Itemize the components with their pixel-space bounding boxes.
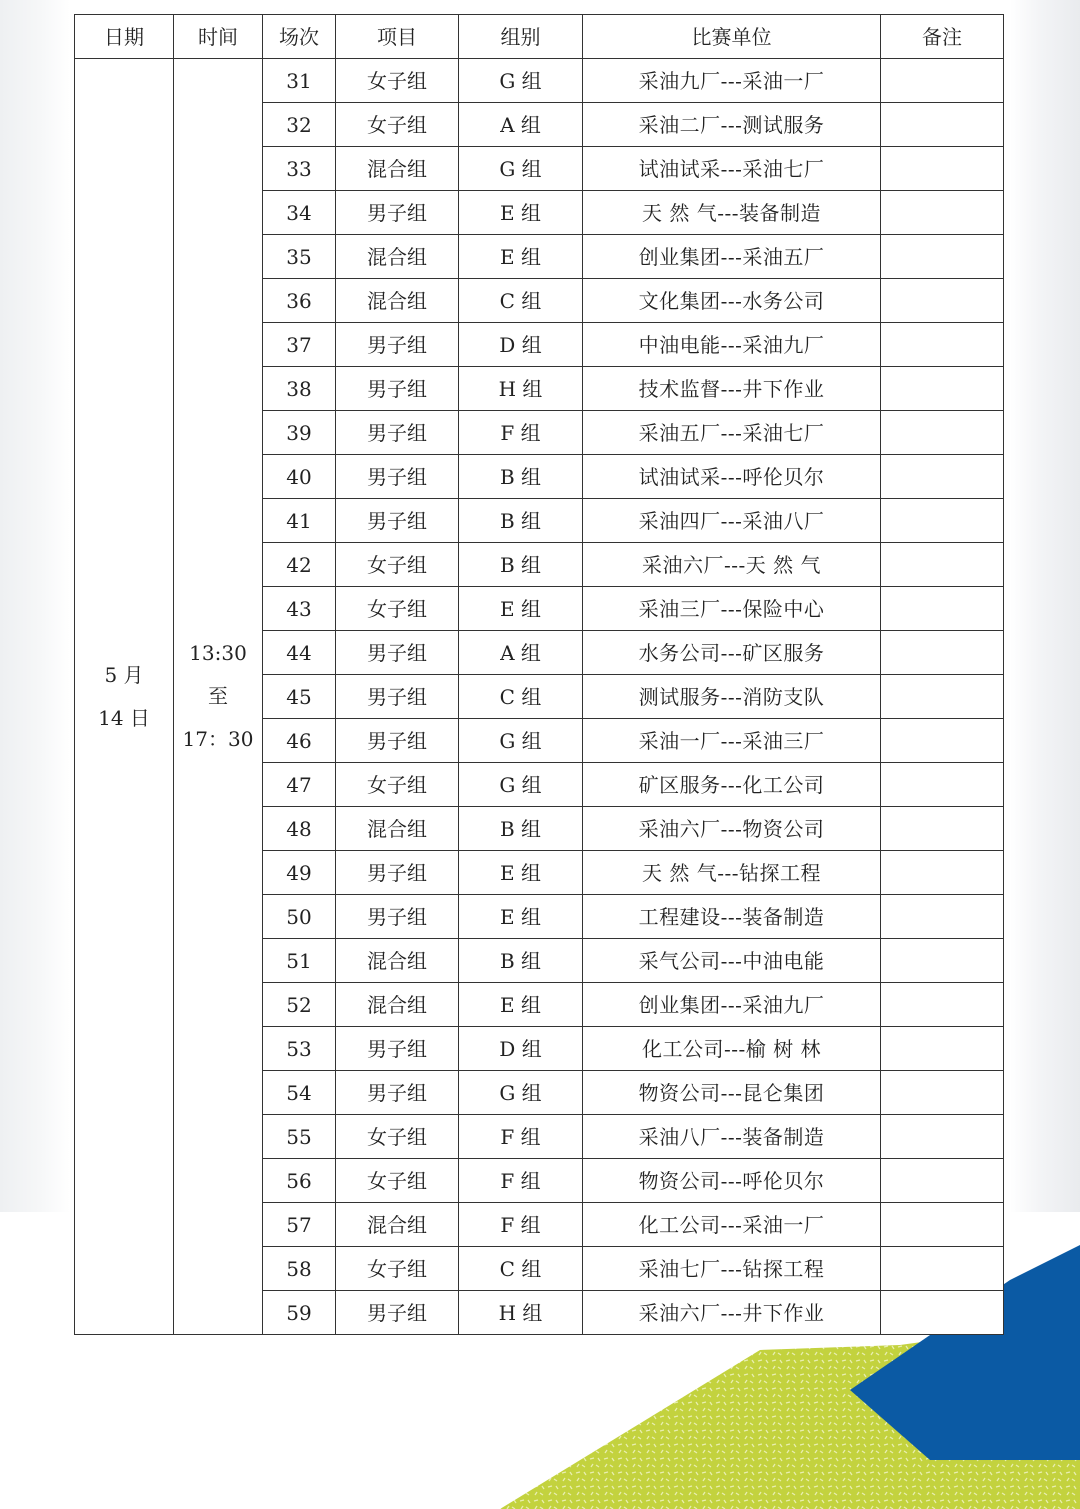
group-cell: B 组 [459, 455, 583, 499]
teams-cell: 试油试采---呼伦贝尔 [583, 455, 881, 499]
teams-cell: 采油三厂---保险中心 [583, 587, 881, 631]
match-number-cell: 33 [263, 147, 336, 191]
category-cell: 女子组 [336, 59, 459, 103]
category-cell: 男子组 [336, 411, 459, 455]
teams-cell: 化工公司---采油一厂 [583, 1203, 881, 1247]
note-cell [881, 939, 1004, 983]
header-date: 日期 [75, 15, 174, 59]
teams-cell: 采油九厂---采油一厂 [583, 59, 881, 103]
teams-cell: 采油五厂---采油七厂 [583, 411, 881, 455]
group-cell: F 组 [459, 1203, 583, 1247]
teams-cell: 化工公司---榆 树 林 [583, 1027, 881, 1071]
note-cell [881, 1159, 1004, 1203]
category-cell: 男子组 [336, 675, 459, 719]
category-cell: 混合组 [336, 235, 459, 279]
category-cell: 男子组 [336, 191, 459, 235]
match-number-cell: 49 [263, 851, 336, 895]
match-number-cell: 32 [263, 103, 336, 147]
group-cell: C 组 [459, 1247, 583, 1291]
note-cell [881, 1071, 1004, 1115]
schedule-table [74, 14, 1004, 1335]
group-cell: H 组 [459, 1291, 583, 1335]
group-cell: E 组 [459, 851, 583, 895]
group-cell: C 组 [459, 675, 583, 719]
match-number-cell: 56 [263, 1159, 336, 1203]
teams-cell: 物资公司---昆仑集团 [583, 1071, 881, 1115]
match-number-cell: 54 [263, 1071, 336, 1115]
header-time: 时间 [174, 15, 263, 59]
group-cell: B 组 [459, 807, 583, 851]
group-cell: E 组 [459, 895, 583, 939]
category-cell: 男子组 [336, 323, 459, 367]
date-line: 5 月 [104, 662, 144, 687]
group-cell: E 组 [459, 235, 583, 279]
category-cell: 混合组 [336, 807, 459, 851]
match-number-cell: 37 [263, 323, 336, 367]
match-number-cell: 57 [263, 1203, 336, 1247]
category-cell: 男子组 [336, 1291, 459, 1335]
match-number-cell: 38 [263, 367, 336, 411]
match-number-cell: 55 [263, 1115, 336, 1159]
time-line: 13:30 [189, 641, 247, 665]
date-cell [75, 59, 174, 1335]
note-cell [881, 323, 1004, 367]
match-number-cell: 51 [263, 939, 336, 983]
match-number-cell: 52 [263, 983, 336, 1027]
group-cell: F 组 [459, 411, 583, 455]
date-line: 14 日 [98, 705, 150, 730]
note-cell [881, 1203, 1004, 1247]
category-cell: 女子组 [336, 1159, 459, 1203]
match-number-cell: 47 [263, 763, 336, 807]
note-cell [881, 587, 1004, 631]
teams-cell: 采油一厂---采油三厂 [583, 719, 881, 763]
group-cell: G 组 [459, 59, 583, 103]
header-teams: 比赛单位 [583, 15, 881, 59]
teams-cell: 试油试采---采油七厂 [583, 147, 881, 191]
teams-cell: 采油四厂---采油八厂 [583, 499, 881, 543]
header-group: 组别 [459, 15, 583, 59]
note-cell [881, 763, 1004, 807]
category-cell: 男子组 [336, 631, 459, 675]
note-cell [881, 631, 1004, 675]
match-number-cell: 59 [263, 1291, 336, 1335]
group-cell: A 组 [459, 631, 583, 675]
match-number-cell: 45 [263, 675, 336, 719]
time-cell [174, 59, 263, 1335]
match-number-cell: 58 [263, 1247, 336, 1291]
teams-cell: 物资公司---呼伦贝尔 [583, 1159, 881, 1203]
note-cell [881, 455, 1004, 499]
match-number-cell: 46 [263, 719, 336, 763]
header-match-no: 场次 [263, 15, 336, 59]
note-cell [881, 1291, 1004, 1335]
group-cell: G 组 [459, 763, 583, 807]
header-category: 项目 [336, 15, 459, 59]
teams-cell: 采油六厂---天 然 气 [583, 543, 881, 587]
category-cell: 女子组 [336, 587, 459, 631]
note-cell [881, 59, 1004, 103]
category-cell: 女子组 [336, 1247, 459, 1291]
teams-cell: 技术监督---井下作业 [583, 367, 881, 411]
group-cell: F 组 [459, 1115, 583, 1159]
note-cell [881, 279, 1004, 323]
teams-cell: 采油六厂---物资公司 [583, 807, 881, 851]
note-cell [881, 1247, 1004, 1291]
note-cell [881, 191, 1004, 235]
group-cell: E 组 [459, 983, 583, 1027]
teams-cell: 天 然 气---装备制造 [583, 191, 881, 235]
teams-cell: 采气公司---中油电能 [583, 939, 881, 983]
category-cell: 男子组 [336, 1027, 459, 1071]
group-cell: G 组 [459, 719, 583, 763]
teams-cell: 采油七厂---钻探工程 [583, 1247, 881, 1291]
note-cell [881, 1027, 1004, 1071]
match-number-cell: 43 [263, 587, 336, 631]
note-cell [881, 411, 1004, 455]
category-cell: 混合组 [336, 983, 459, 1027]
match-number-cell: 31 [263, 59, 336, 103]
match-number-cell: 53 [263, 1027, 336, 1071]
group-cell: G 组 [459, 1071, 583, 1115]
group-cell: H 组 [459, 367, 583, 411]
category-cell: 男子组 [336, 455, 459, 499]
group-cell: B 组 [459, 939, 583, 983]
teams-cell: 采油八厂---装备制造 [583, 1115, 881, 1159]
table-header-row [75, 15, 1004, 59]
category-cell: 混合组 [336, 279, 459, 323]
category-cell: 混合组 [336, 939, 459, 983]
note-cell [881, 367, 1004, 411]
category-cell: 男子组 [336, 851, 459, 895]
group-cell: A 组 [459, 103, 583, 147]
category-cell: 混合组 [336, 147, 459, 191]
category-cell: 女子组 [336, 763, 459, 807]
group-cell: D 组 [459, 323, 583, 367]
match-number-cell: 41 [263, 499, 336, 543]
category-cell: 女子组 [336, 1115, 459, 1159]
teams-cell: 测试服务---消防支队 [583, 675, 881, 719]
teams-cell: 创业集团---采油九厂 [583, 983, 881, 1027]
match-number-cell: 44 [263, 631, 336, 675]
category-cell: 男子组 [336, 719, 459, 763]
match-number-cell: 36 [263, 279, 336, 323]
note-cell [881, 675, 1004, 719]
category-cell: 男子组 [336, 367, 459, 411]
time-line: 至 [208, 684, 228, 708]
category-cell: 混合组 [336, 1203, 459, 1247]
note-cell [881, 895, 1004, 939]
group-cell: E 组 [459, 587, 583, 631]
group-cell: F 组 [459, 1159, 583, 1203]
match-number-cell: 34 [263, 191, 336, 235]
group-cell: B 组 [459, 543, 583, 587]
teams-cell: 水务公司---矿区服务 [583, 631, 881, 675]
group-cell: B 组 [459, 499, 583, 543]
teams-cell: 创业集团---采油五厂 [583, 235, 881, 279]
note-cell [881, 147, 1004, 191]
match-number-cell: 40 [263, 455, 336, 499]
note-cell [881, 543, 1004, 587]
match-number-cell: 35 [263, 235, 336, 279]
match-number-cell: 48 [263, 807, 336, 851]
category-cell: 男子组 [336, 1071, 459, 1115]
category-cell: 女子组 [336, 103, 459, 147]
note-cell [881, 719, 1004, 763]
note-cell [881, 983, 1004, 1027]
teams-cell: 采油六厂---井下作业 [583, 1291, 881, 1335]
category-cell: 女子组 [336, 543, 459, 587]
match-number-cell: 50 [263, 895, 336, 939]
teams-cell: 矿区服务---化工公司 [583, 763, 881, 807]
match-number-cell: 42 [263, 543, 336, 587]
teams-cell: 中油电能---采油九厂 [583, 323, 881, 367]
teams-cell: 文化集团---水务公司 [583, 279, 881, 323]
teams-cell: 采油二厂---测试服务 [583, 103, 881, 147]
group-cell: C 组 [459, 279, 583, 323]
note-cell [881, 103, 1004, 147]
match-number-cell: 39 [263, 411, 336, 455]
note-cell [881, 851, 1004, 895]
group-cell: E 组 [459, 191, 583, 235]
time-line: 17：30 [182, 727, 254, 751]
teams-cell: 工程建设---装备制造 [583, 895, 881, 939]
group-cell: G 组 [459, 147, 583, 191]
note-cell [881, 235, 1004, 279]
teams-cell: 天 然 气---钻探工程 [583, 851, 881, 895]
category-cell: 男子组 [336, 499, 459, 543]
note-cell [881, 1115, 1004, 1159]
group-cell: D 组 [459, 1027, 583, 1071]
note-cell [881, 499, 1004, 543]
note-cell [881, 807, 1004, 851]
table-row [75, 59, 1004, 103]
category-cell: 男子组 [336, 895, 459, 939]
header-note: 备注 [881, 15, 1004, 59]
